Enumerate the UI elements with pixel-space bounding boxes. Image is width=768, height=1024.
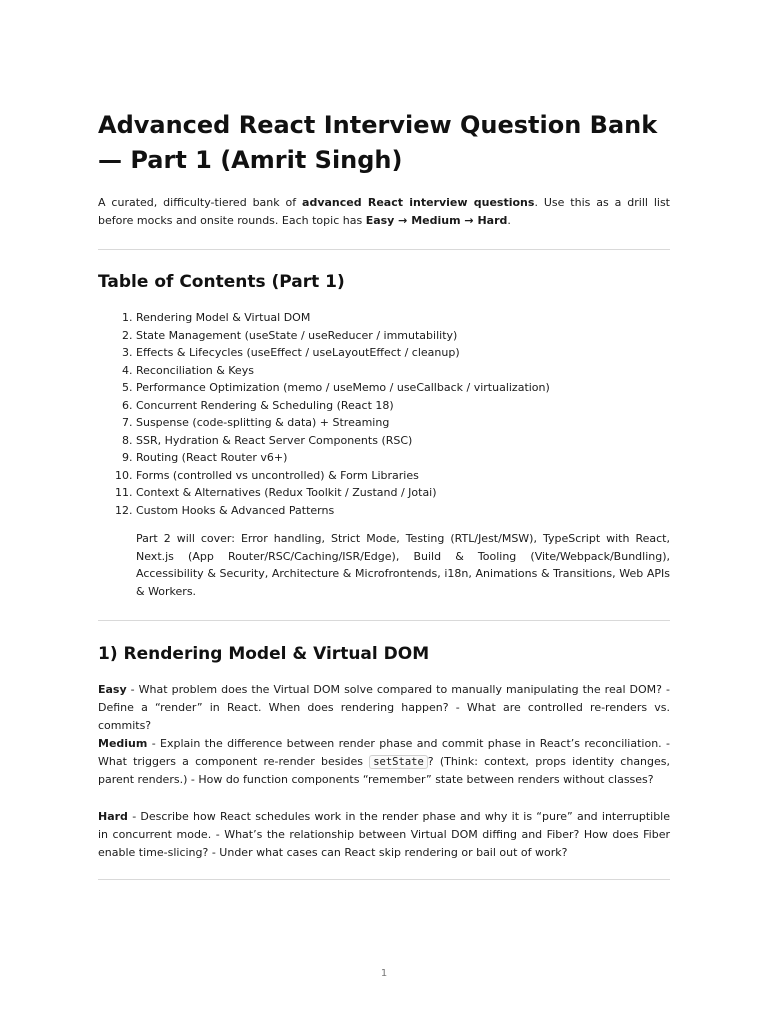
toc-item: 2. State Management (useState / useReducer / immutability) xyxy=(136,327,696,345)
toc-item: 6. Concurrent Rendering & Scheduling (React 18) xyxy=(136,397,696,415)
toc-item: 3. Effects & Lifecycles (useEffect / useLayoutEffect / cleanup) xyxy=(136,344,696,362)
hard-text: - Describe how React schedules work in the render phase and why it is “pure” and interruptible in concurrent mode. - What’s the relationship between Virtual DOM diffing and Fiber? How does Fiber enable time-slicing? - Under what cases can React skip rendering or bail out of work? xyxy=(98,810,670,859)
easy-label: Easy xyxy=(98,683,127,696)
toc-heading: Table of Contents (Part 1) xyxy=(98,272,345,292)
divider xyxy=(98,620,670,621)
page-number: 1 xyxy=(380,968,388,979)
section-heading: 1) Rendering Model & Virtual DOM xyxy=(98,644,430,664)
intro-levels: Easy → Medium → Hard xyxy=(365,214,508,227)
divider xyxy=(98,249,670,250)
toc-item: 7. Suspense (code-splitting & data) + Streaming xyxy=(136,414,696,432)
toc-item: 1. Rendering Model & Virtual DOM xyxy=(136,309,696,327)
hard-questions xyxy=(98,808,670,862)
toc-item: 9. Routing (React Router v6+) xyxy=(136,449,696,467)
medium-text-a: - Explain the difference between render phase and commit phase in React’s reconciliation. - What triggers a component re-render besides xyxy=(98,737,670,768)
toc-item: 8. SSR, Hydration & React Server Components (RSC) xyxy=(136,432,696,450)
part2-note: Part 2 will cover: Error handling, Strict Mode, Testing (RTL/Jest/MSW), TypeScript with React, Next.js (App Router/RSC/Caching/ISR/Edge), Build & Tooling (Vite/Webpack/Bundling), Accessibility & Security, Architecture & Microfrontends, i18n, Animations & Transitions, Web APIs & Workers. xyxy=(136,532,670,598)
intro-middle: . Use this as a drill list before mocks and onsite rounds. Each topic has xyxy=(98,196,670,227)
toc-item: 12. Custom Hooks & Advanced Patterns xyxy=(136,502,696,520)
medium-questions xyxy=(98,735,670,789)
divider xyxy=(98,879,670,880)
intro-suffix: . xyxy=(507,214,511,227)
setstate-code: setState xyxy=(369,755,428,769)
intro-bold-phrase: advanced React interview questions xyxy=(302,196,535,209)
medium-text-b: ? (Think: context, props identity changes, parent renders.) - How do function components “remember” state between renders without classes? xyxy=(98,755,671,786)
hard-label: Hard xyxy=(98,810,128,823)
toc-item: 11. Context & Alternatives (Redux Toolkit / Zustand / Jotai) xyxy=(136,484,696,502)
intro-prefix: A curated, difficulty-tiered bank of xyxy=(98,196,303,209)
page-title: Advanced React Interview Question Bank — Part 1 (Amrit Singh) xyxy=(98,111,658,174)
toc-list xyxy=(98,309,696,519)
intro-paragraph xyxy=(98,194,670,230)
toc-item: 10. Forms (controlled vs uncontrolled) & Form Libraries xyxy=(136,467,696,485)
toc-item: 5. Performance Optimization (memo / useMemo / useCallback / virtualization) xyxy=(136,379,696,397)
easy-text: - What problem does the Virtual DOM solve compared to manually manipulating the real DOM? - Define a “render” in React. When does rendering happen? - What are controlled re-renders vs. commits? xyxy=(98,683,670,732)
toc-item: 4. Reconciliation & Keys xyxy=(136,362,696,380)
easy-questions xyxy=(98,681,670,735)
medium-label: Medium xyxy=(98,737,148,750)
